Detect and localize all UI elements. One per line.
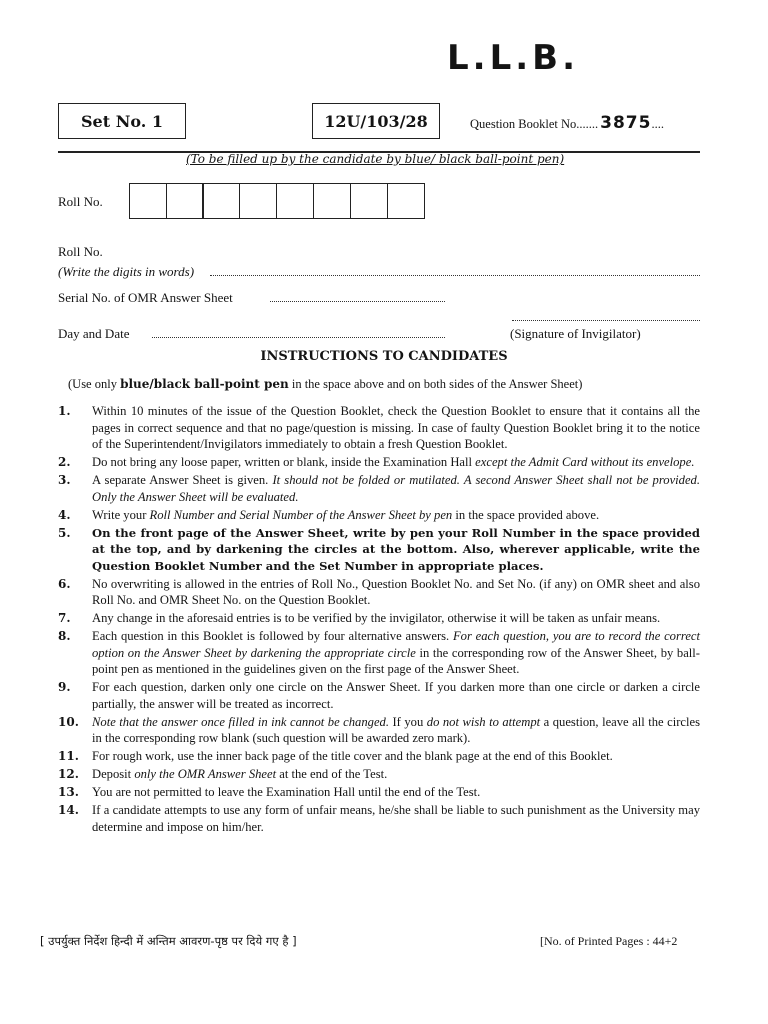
instruction-item	[58, 784, 700, 801]
instruction-text-part: Deposit	[92, 767, 135, 781]
question-booklet-number	[470, 113, 664, 133]
instruction-number: 2.	[58, 455, 71, 469]
instruction-item	[58, 679, 700, 712]
instruction-text-italic: Note that the answer once filled in ink cannot be changed.	[92, 714, 389, 729]
instruction-text-part: Each question in this Booklet is followed by four alternative answers.	[92, 629, 453, 643]
roll-no-boxes[interactable]	[130, 183, 425, 219]
instruction-item	[58, 766, 700, 783]
roll-no-cell[interactable]	[350, 183, 388, 219]
use-only-post: in the space above and on both sides of the Answer Sheet)	[288, 377, 583, 391]
instruction-text-part: a question, leave all the circles in the corresponding row blank (such question will be awarded zero mark).	[92, 714, 700, 745]
instruction-text-part: in the space provided above.	[452, 507, 600, 522]
paper-code-box: 12U/103/28	[312, 103, 440, 139]
instruction-text: Within 10 minutes of the issue of the Question Booklet, check the Question Booklet to ensure that it contains all the pages in correct sequence and that no page/question is missing. In case of faulty Question Booklet bring it to the notice of the Superintendent/Invigilators immediately to obtain a fresh Question Booklet.	[92, 404, 700, 451]
roll-no-cell[interactable]	[276, 183, 314, 219]
instruction-text-italic: Roll Number and Serial Number of the Answer Sheet by pen	[149, 507, 453, 522]
instruction-text-italic: It should not be folded or mutilated. A second Answer Sheet shall not be provided. Only the Answer Sheet will be evaluated.	[92, 473, 701, 504]
instruction-text	[92, 454, 700, 471]
roll-no-cell[interactable]	[202, 183, 240, 219]
instruction-number: 7.	[58, 611, 71, 625]
instruction-number: 4.	[58, 507, 71, 522]
instruction-text-italic: only the OMR Answer Sheet	[134, 767, 277, 781]
instructions-title: INSTRUCTIONS TO CANDIDATES	[260, 349, 508, 364]
instruction-text	[92, 628, 700, 678]
roll-no-cell[interactable]	[129, 183, 167, 219]
instruction-number: 5.	[58, 525, 71, 540]
instruction-text: Any change in the aforesaid entries is to be verified by the invigilator, otherwise it will be taken as unfair means.	[92, 611, 661, 625]
hindi-footer-note: [ उपर्युक्त निर्देश हिन्दी में अन्तिम आवरण-पृष्ठ पर दिये गए है ]	[40, 934, 297, 948]
signature-label: (Signature of Invigilator)	[510, 326, 641, 341]
instruction-item	[58, 576, 700, 609]
instruction-text-italic: do not wish to attempt	[426, 714, 541, 729]
instruction-number: 14.	[58, 803, 79, 817]
day-date-label: Day and Date	[58, 326, 130, 341]
question-booklet-label: Question Booklet No.......	[470, 117, 599, 131]
omr-serial-field[interactable]	[270, 289, 445, 302]
instruction-text: For rough work, use the inner back page of the title cover and the blank page at the end of this Booklet.	[92, 749, 613, 763]
instruction-number: 3.	[58, 473, 71, 487]
question-booklet-value: 3875	[600, 113, 652, 133]
instruction-text: On the front page of the Answer Sheet, write by pen your Roll Number in the space provided at the top, and by darkening the circles at the bottom. Also, wherever applicable, write the Question Booklet Number and the Set Number in appropriate places.	[92, 525, 700, 573]
signature-field[interactable]	[512, 310, 700, 321]
instruction-number: 12.	[58, 767, 79, 781]
instruction-number: 13.	[58, 785, 79, 799]
instruction-text-italic: except the Admit Card without its envelope.	[475, 455, 695, 469]
instruction-text-part: in the corresponding row of the Answer Sheet, by ball-point pen as mentioned in the guidelines given on the first page of the Answer Sheet.	[92, 645, 700, 676]
instruction-text-part: at the end of the Test.	[276, 767, 388, 781]
handwritten-title: L.L.B.	[447, 38, 579, 78]
instruction-text-part: A separate Answer Sheet is given.	[92, 473, 273, 487]
instruction-text-part: If you	[388, 714, 427, 729]
roll-no-cell[interactable]	[387, 183, 425, 219]
instruction-text: You are not permitted to leave the Examination Hall until the end of the Test.	[92, 785, 481, 799]
roll-no-words-hint: (Write the digits in words)	[58, 264, 195, 279]
printed-pages-note: [No. of Printed Pages : 44+2	[540, 934, 678, 948]
instruction-text-part: Write your	[92, 507, 150, 522]
use-only-bold: blue/black ball-point pen	[120, 377, 289, 391]
instruction-text	[92, 766, 700, 783]
use-only-pre: (Use only	[68, 377, 121, 391]
instruction-text: If a candidate attempts to use any form of unfair means, he/she shall be liable to such punishment as the University may determine and impose on him/her.	[92, 803, 700, 834]
roll-no-label: Roll No.	[58, 194, 103, 209]
instruction-text-part: Do not bring any loose paper, written or blank, inside the Examination Hall	[92, 455, 476, 469]
fill-note: (To be filled up by the candidate by blue/ black ball-point pen)	[186, 152, 565, 166]
instruction-text	[92, 507, 700, 524]
roll-no-cell[interactable]	[313, 183, 351, 219]
instruction-item	[58, 472, 700, 505]
instruction-item	[58, 507, 700, 524]
instruction-item	[58, 628, 700, 678]
omr-serial-label: Serial No. of OMR Answer Sheet	[58, 290, 233, 305]
roll-no-words-label: Roll No.	[58, 244, 103, 259]
instruction-number: 10.	[58, 714, 79, 729]
instruction-item	[58, 748, 700, 765]
instruction-number: 6.	[58, 576, 71, 591]
instruction-text	[92, 714, 700, 747]
instruction-item	[58, 714, 700, 747]
instruction-item	[58, 525, 700, 575]
roll-no-cell[interactable]	[239, 183, 277, 219]
instruction-item	[58, 802, 700, 835]
roll-no-words-field[interactable]	[210, 263, 700, 276]
roll-no-cell[interactable]	[166, 183, 204, 219]
instruction-text	[92, 472, 700, 505]
instruction-number: 1.	[58, 404, 71, 418]
instruction-item	[58, 610, 700, 627]
instruction-item	[58, 454, 700, 471]
instruction-number: 11.	[58, 749, 79, 763]
use-only-note	[68, 377, 582, 392]
instructions-list	[58, 403, 700, 837]
instruction-text: No overwriting is allowed in the entries of Roll No., Question Booklet No. and Set No. (if any) on OMR sheet and also Roll No. and OMR Sheet No. on the Question Booklet.	[92, 576, 700, 607]
instruction-text-italic: For each question, you are to record the correct option on the Answer Sheet by darkening the appropriate circle	[92, 629, 700, 660]
instruction-number: 8.	[58, 629, 71, 643]
instruction-item	[58, 403, 700, 453]
question-booklet-trailing: ....	[651, 117, 664, 131]
instruction-number: 9.	[58, 680, 71, 694]
instruction-text: For each question, darken only one circle on the Answer Sheet. If you darken more than one circle or darken a circle partially, the answer will be treated as incorrect.	[92, 680, 700, 711]
set-number-box: Set No. 1	[58, 103, 186, 139]
day-date-field[interactable]	[152, 326, 445, 338]
